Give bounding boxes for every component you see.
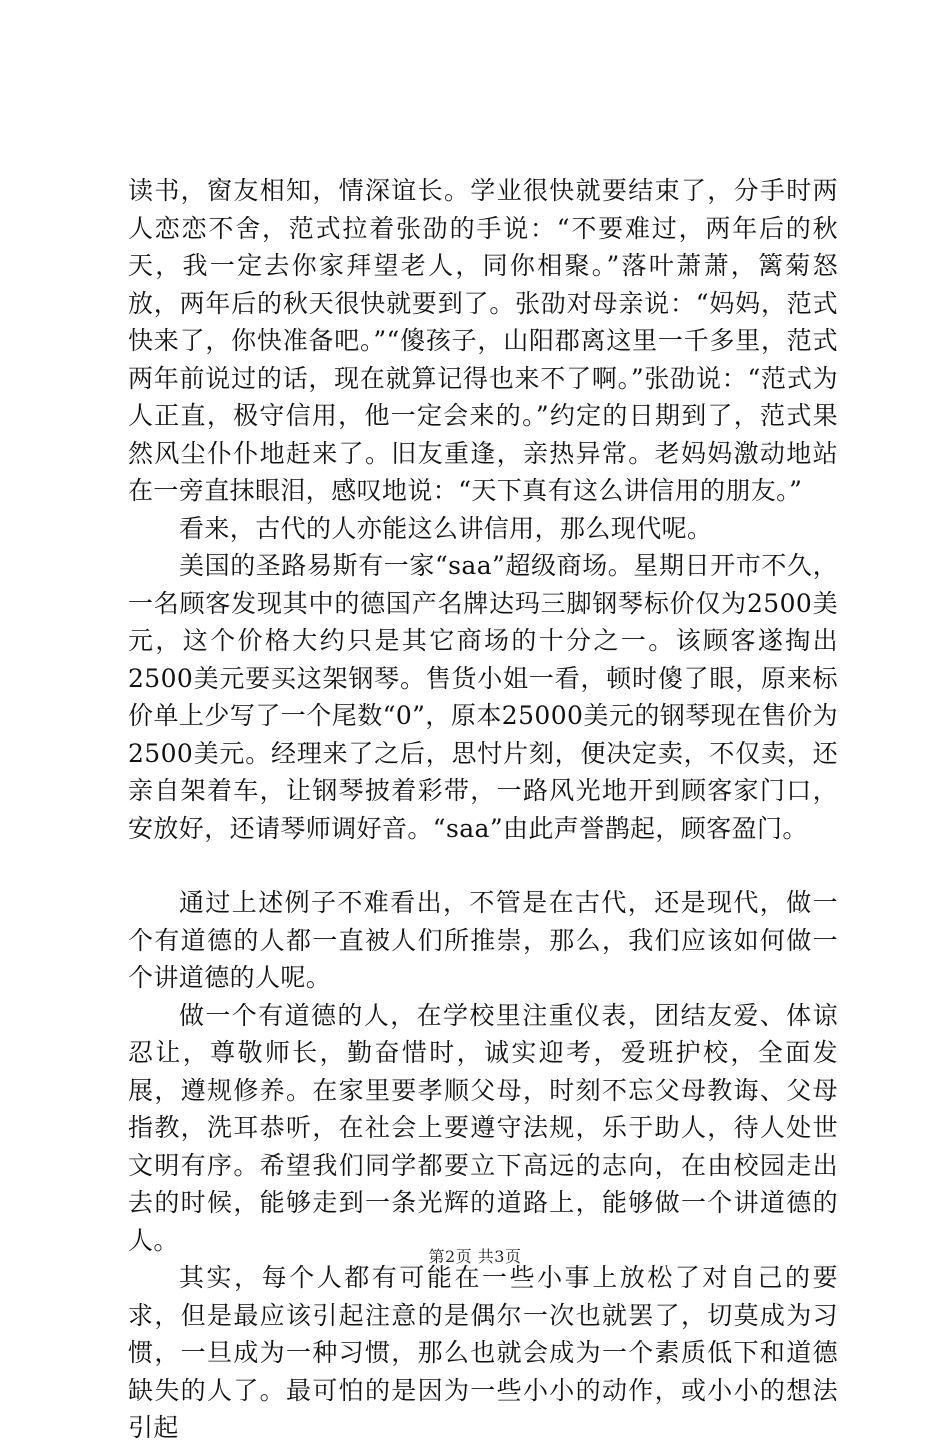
paragraph-small-habits: 其实，每个人都有可能在一些小事上放松了对自己的要求，但是最应该引起注意的是偶尔一次也就罢了，切莫成为习惯，一旦成为一种习惯，那么也就会成为一个素质低下和道德缺失的人了。最可怕的是因为一些小小的动作，或小小的想法引起: [128, 1263, 838, 1442]
paragraph-story-fan-shi: 读书，窗友相知，情深谊长。学业很快就要结束了，分手时两人恋恋不舍，范式拉着张劭的手说：“不要难过，两年后的秋天，我一定去你家拜望老人，同你相聚。”落叶萧萧，篱菊怒放，两年后的秋天很快就要到了。张劭对母亲说：“妈妈，范式快来了，你快准备吧。”“傻孩子，山阳郡离这里一千多里，范式两年前说过的话，现在就算记得也来不了啊。”张劭说：“范式为人正直，极守信用，他一定会来的。”约定的日期到了，范式果然风尘仆仆地赶来了。旧友重逢，亲热异常。老妈妈激动地站在一旁直抹眼泪，感叹地说：“天下真有这么讲信用的朋友。”: [128, 176, 838, 505]
paragraph-story-saa-store: 美国的圣路易斯有一家“saa”超级商场。星期日开市不久，一名顾客发现其中的德国产名牌达玛三脚钢琴标价仅为2500美元，这个价格大约只是其它商场的十分之一。该顾客遂掏出2500美元要买这架钢琴。售货小姐一看，顿时傻了眼，原来标价单上少写了一个尾数“0”，原本25000美元的钢琴现在售价为2500美元。经理来了之后，思忖片刻，便决定卖，不仅卖，还亲自架着车，让钢琴披着彩带，一路风光地开到顾客家门口，安放好，还请琴师调好音。“saa”由此声誉鹊起，顾客盈门。: [128, 551, 838, 843]
page-number-footer: 第2页 共3页: [428, 1247, 522, 1266]
paragraph-transition: 看来，古代的人亦能这么讲信用，那么现代呢。: [179, 513, 713, 543]
paragraph-conclusion-question: 通过上述例子不难看出，不管是在古代，还是现代，做一个有道德的人都一直被人们所推崇，那么，我们应该如何做一个讲道德的人呢。: [128, 888, 838, 992]
paragraph-how-to-be-moral: 做一个有道德的人，在学校里注重仪表，团结友爱、体谅忍让，尊敬师长，勤奋惜时，诚实迎考，爱班护校，全面发展，遵规修养。在家里要孝顺父母，时刻不忘父母教诲、父母指教，洗耳恭听，在社会上要遵守法规，乐于助人，待人处世文明有序。希望我们同学都要立下高远的志向，在由校园走出去的时候，能够走到一条光辉的道路上，能够做一个讲道德的人。: [128, 1000, 838, 1255]
